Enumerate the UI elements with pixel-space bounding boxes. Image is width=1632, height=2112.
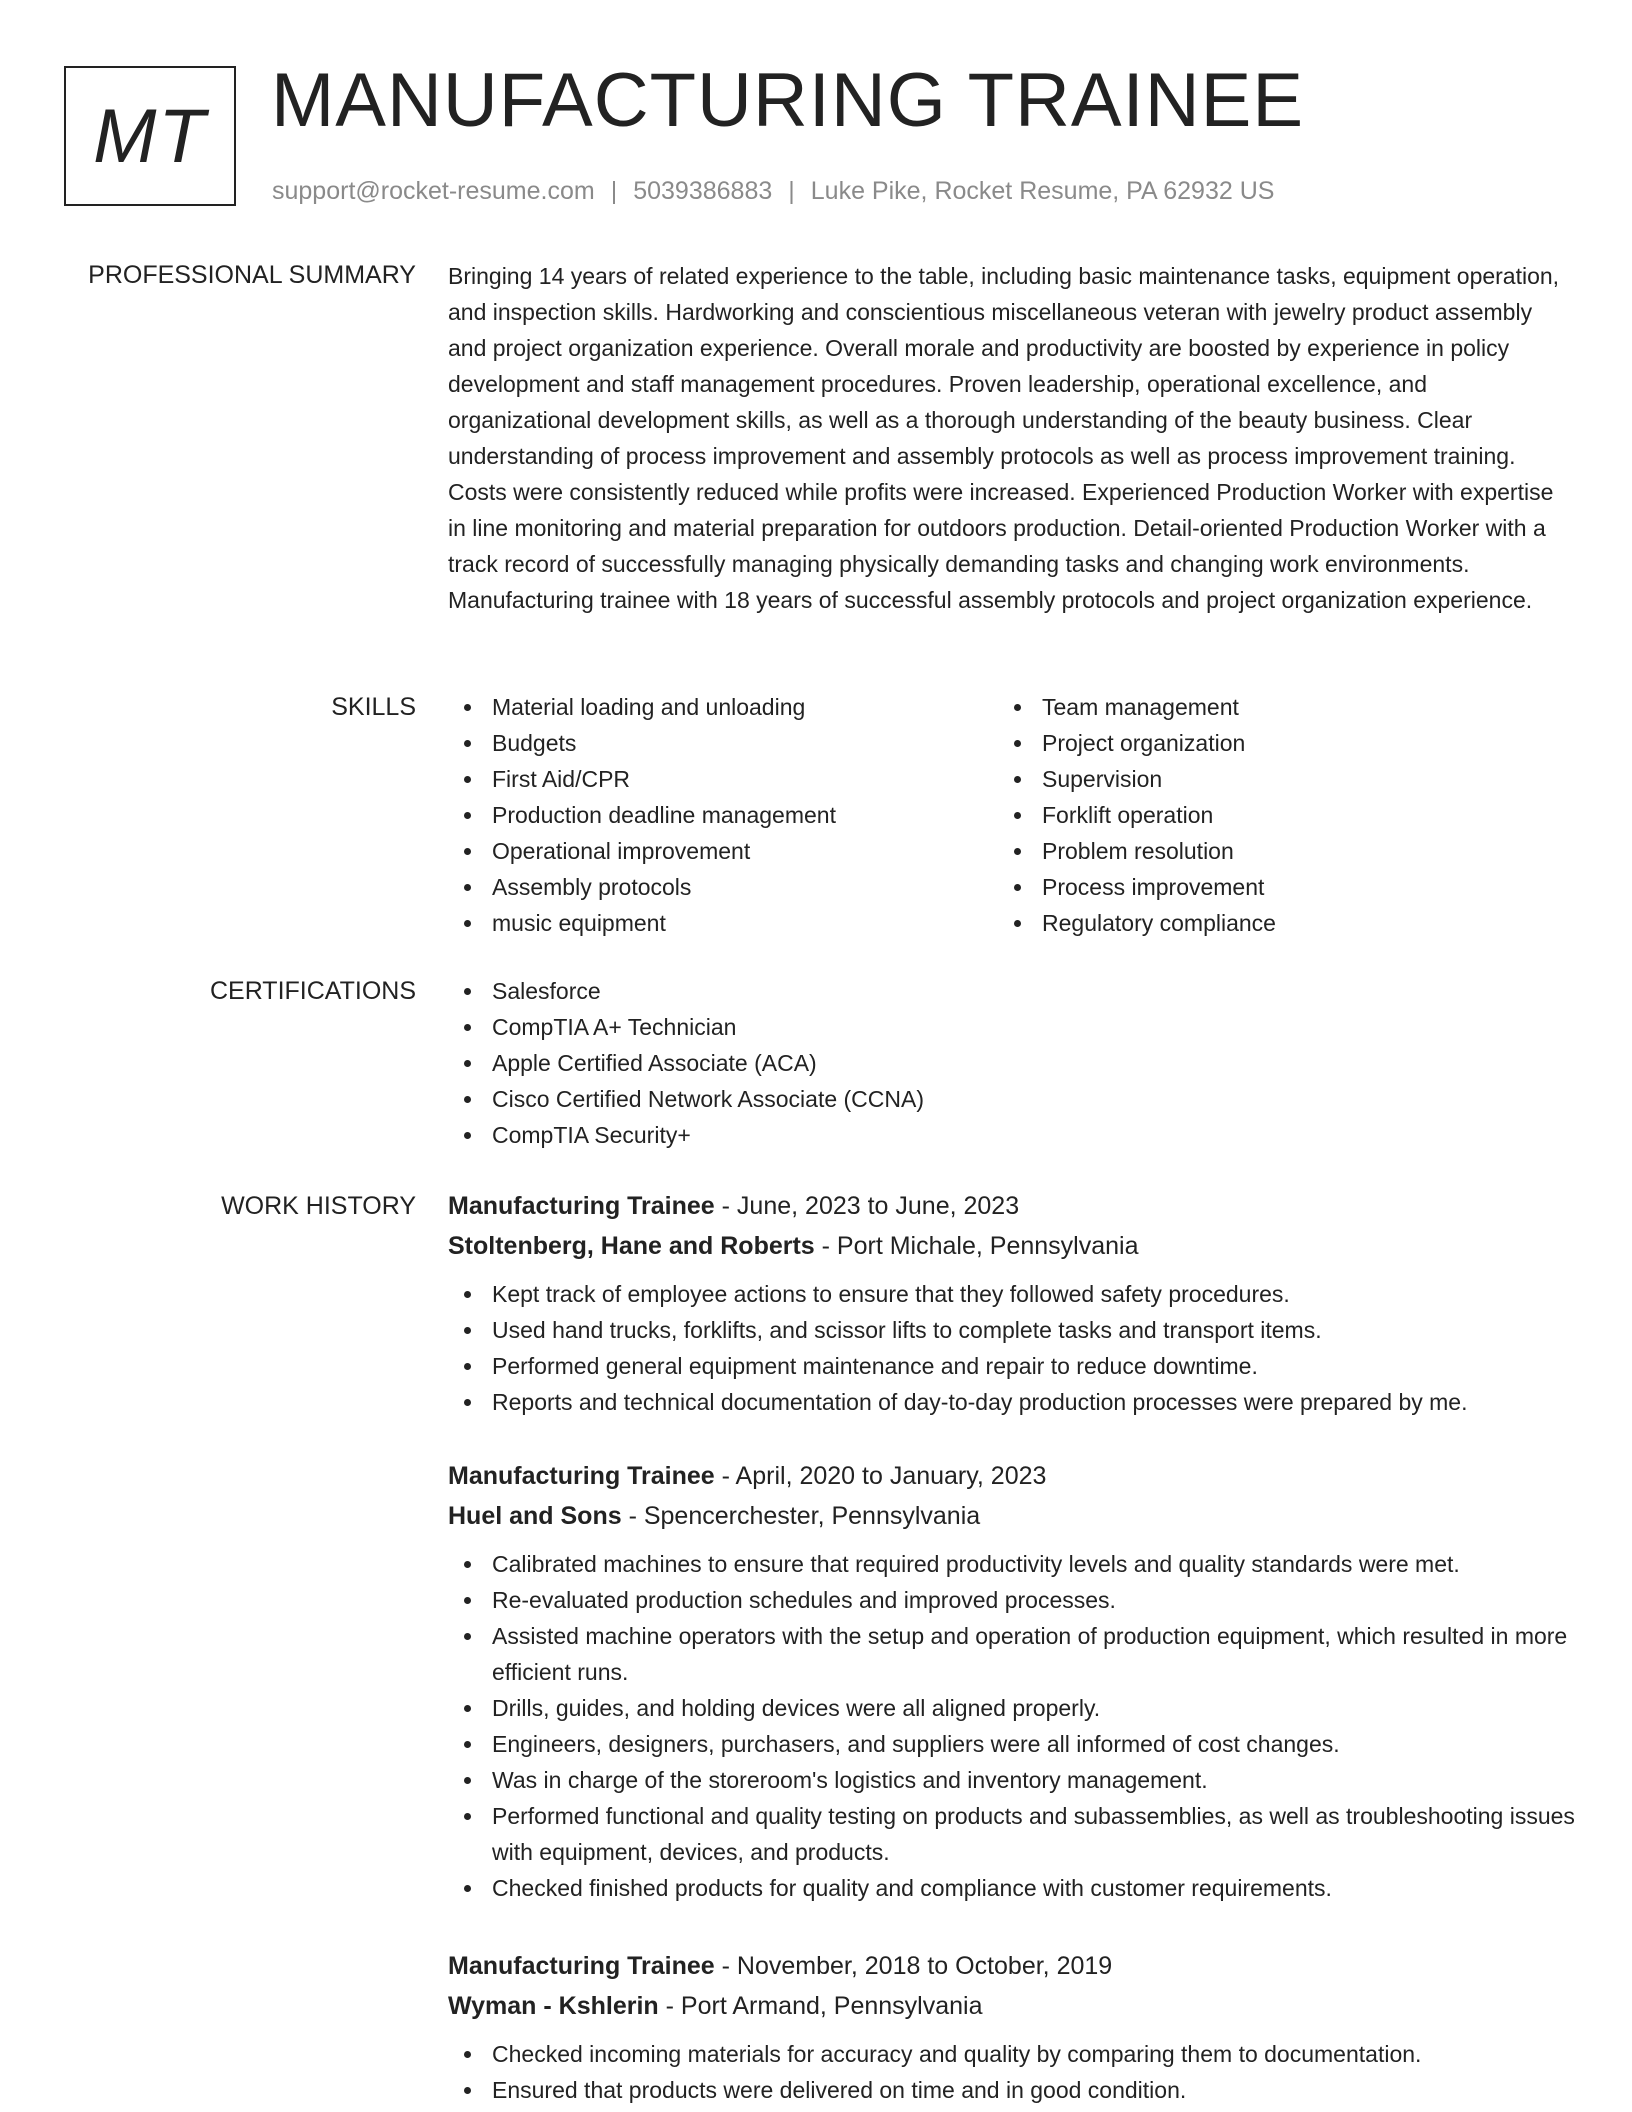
skill-item: Budgets — [448, 725, 998, 761]
job-entry — [448, 1186, 1578, 1420]
contact-line — [272, 176, 1274, 206]
skill-item: Operational improvement — [448, 833, 998, 869]
job-location: - Port Armand, Pennsylvania — [658, 1992, 983, 2020]
job-location: - Port Michale, Pennsylvania — [814, 1232, 1139, 1260]
certification-item: CompTIA A+ Technician — [448, 1009, 1568, 1045]
skill-item: Assembly protocols — [448, 869, 998, 905]
job-company-line — [448, 1496, 1578, 1536]
job-bullet: Assisted machine operators with the setup and operation of production equipment, which resulted in more efficient runs. — [448, 1618, 1578, 1690]
job-bullet: Ensured that products were delivered on time and in good condition. — [448, 2072, 1578, 2108]
summary-section — [448, 258, 1568, 618]
certification-item: CompTIA Security+ — [448, 1117, 1568, 1153]
work-history-heading: WORK HISTORY — [221, 1192, 416, 1220]
skill-item: Production deadline management — [448, 797, 998, 833]
job-title-line — [448, 1186, 1578, 1226]
certification-item: Cisco Certified Network Associate (CCNA) — [448, 1081, 1568, 1117]
job-bullet: Engineers, designers, purchasers, and suppliers were all informed of cost changes. — [448, 1726, 1578, 1762]
page-title: MANUFACTURING TRAINEE — [271, 58, 1305, 143]
job-title-line — [448, 1456, 1578, 1496]
job-title: Manufacturing Trainee — [448, 1952, 715, 1980]
skills-section — [448, 689, 1568, 941]
job-title-line — [448, 1946, 1578, 1986]
job-bullet: Re-evaluated production schedules and improved processes. — [448, 1582, 1578, 1618]
monogram-logo: MT — [64, 66, 236, 206]
job-bullet: Drills, guides, and holding devices were all aligned properly. — [448, 1690, 1578, 1726]
job-bullet: Checked finished products for quality and compliance with customer requirements. — [448, 1870, 1578, 1906]
job-location: - Spencerchester, Pennsylvania — [621, 1502, 981, 1530]
job-bullet: Performed functional and quality testing on products and subassemblies, as well as troubleshooting issues with equipment, devices, and products. — [448, 1798, 1578, 1870]
contact-separator: | — [788, 177, 795, 205]
job-bullet: Used hand trucks, forklifts, and scissor lifts to complete tasks and transport items. — [448, 1312, 1578, 1348]
job-entry — [448, 1946, 1578, 2108]
skill-item: Supervision — [998, 761, 1548, 797]
contact-separator: | — [610, 177, 618, 205]
contact-phone: 5039386883 — [633, 177, 773, 205]
job-bullet: Calibrated machines to ensure that required productivity levels and quality standards were met. — [448, 1546, 1578, 1582]
certifications-section — [448, 973, 1568, 1153]
certifications-list — [448, 973, 1568, 1153]
summary-heading: PROFESSIONAL SUMMARY — [88, 261, 416, 289]
skill-item: Project organization — [998, 725, 1548, 761]
job-bullets — [448, 1546, 1578, 1906]
job-bullets — [448, 2036, 1578, 2108]
job-bullet: Kept track of employee actions to ensure that they followed safety procedures. — [448, 1276, 1578, 1312]
job-bullet: Checked incoming materials for accuracy and quality by comparing them to documentation. — [448, 2036, 1578, 2072]
job-bullet: Reports and technical documentation of day-to-day production processes were prepared by me. — [448, 1384, 1578, 1420]
skill-item: Problem resolution — [998, 833, 1548, 869]
job-dates: - April, 2020 to January, 2023 — [714, 1462, 1047, 1490]
job-dates: - November, 2018 to October, 2019 — [714, 1952, 1113, 1980]
job-bullets — [448, 1276, 1578, 1420]
job-entry — [448, 1456, 1578, 1906]
skills-heading: SKILLS — [331, 693, 416, 721]
skills-list-right — [998, 689, 1548, 941]
skill-item: Team management — [998, 689, 1548, 725]
job-dates: - June, 2023 to June, 2023 — [714, 1192, 1020, 1220]
summary-text: Bringing 14 years of related experience to the table, including basic maintenance tasks, equipment operation, and inspection skills. Hardworking and conscientious miscellaneous veteran with jewelry product assembly and project organization experience. Overall morale and productivity are boosted by experience in policy development and staff management procedures. Proven leadership, operational excellence, and organizational development skills, as well as a thorough understanding of the beauty business. Clear understanding of process improvement and assembly protocols as well as process improvement training. Costs were consistently reduced while profits were increased. Experienced Production Worker with expertise in line monitoring and material preparation for outdoors production. Detail-oriented Production Worker with a track record of successfully managing physically demanding tasks and changing work environments. Manufacturing trainee with 18 years of successful assembly protocols and project organization experience. — [448, 263, 1560, 613]
job-title: Manufacturing Trainee — [448, 1462, 715, 1490]
job-company-line — [448, 1986, 1578, 2026]
job-company: Wyman - Kshlerin — [448, 1992, 659, 2020]
contact-address: Luke Pike, Rocket Resume, PA 62932 US — [810, 177, 1275, 205]
skill-item: Process improvement — [998, 869, 1548, 905]
job-bullet: Was in charge of the storeroom's logistics and inventory management. — [448, 1762, 1578, 1798]
skill-item: Regulatory compliance — [998, 905, 1548, 941]
skill-item: Material loading and unloading — [448, 689, 998, 725]
skills-list-left — [448, 689, 998, 941]
job-company: Stoltenberg, Hane and Roberts — [448, 1232, 815, 1260]
job-title: Manufacturing Trainee — [448, 1192, 715, 1220]
certifications-heading: CERTIFICATIONS — [209, 977, 416, 1005]
skill-item: Forklift operation — [998, 797, 1548, 833]
skill-item: music equipment — [448, 905, 998, 941]
job-company-line — [448, 1226, 1578, 1266]
certification-item: Salesforce — [448, 973, 1568, 1009]
certification-item: Apple Certified Associate (ACA) — [448, 1045, 1568, 1081]
job-company: Huel and Sons — [448, 1502, 622, 1530]
contact-email: support@rocket-resume.com — [272, 177, 595, 205]
skill-item: First Aid/CPR — [448, 761, 998, 797]
job-bullet: Performed general equipment maintenance and repair to reduce downtime. — [448, 1348, 1578, 1384]
